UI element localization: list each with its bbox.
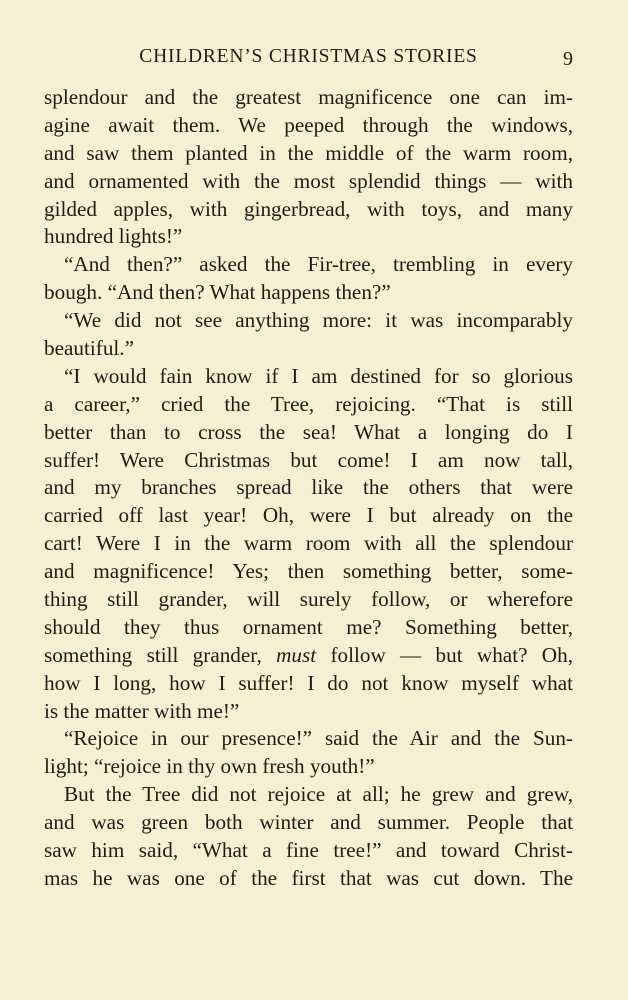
text-line: splendour and the greatest magnificence one can im- [44,85,573,109]
page-number: 9 [563,48,573,70]
text-line: is the matter with me!” [44,698,240,723]
text-line: gilded apples, with gingerbread, with toys, and many [44,196,573,221]
text-line [44,642,573,670]
text-line: “Rejoice in our presence!” said the Air and the Sun- [64,726,573,751]
text-line: hundred lights!” [44,224,183,249]
running-title: CHILDREN’S CHRISTMAS STORIES [139,46,478,67]
text-line: and my branches spread like the others that were [44,475,573,500]
text-line: and saw them planted in the middle of the warm room, [44,140,573,165]
line-text-after: follow — but what? Oh, [316,642,573,667]
line-text-before: something still grander, [44,642,277,667]
text-line: better than to cross the sea! What a longing do I [44,419,573,444]
text-line: saw him said, “What a fine tree!” and toward Christ- [44,838,573,863]
text-line: how I long, how I suffer! I do not know myself what [44,670,573,695]
text-line: and ornamented with the most splendid things — with [44,168,573,193]
text-line: “I would fain know if I am destined for so glorious [64,363,573,388]
text-line: light; “rejoice in thy own fresh youth!” [44,754,375,779]
body-text [44,84,573,893]
emphasized-word: must [276,642,317,667]
text-line: beautiful.” [44,336,135,361]
text-line: bough. “And then? What happens then?” [44,280,391,305]
text-line: “We did not see anything more: it was incomparably [64,308,573,333]
text-line: suffer! Were Christmas but come! I am now tall, [44,447,573,472]
text-line: should they thus ornament me? Something better, [44,614,573,639]
text-line: and was green both winter and summer. People that [44,810,573,835]
text-line: and magnificence! Yes; then something better, some- [44,559,573,584]
text-line: “And then?” asked the Fir-tree, trembling in every [64,252,573,277]
text-line: thing still grander, will surely follow, or wherefore [44,587,573,612]
text-line: mas he was one of the first that was cut down. The [44,865,573,890]
text-line: a career,” cried the Tree, rejoicing. “That is still [44,391,573,416]
running-head [44,46,573,72]
text-line: But the Tree did not rejoice at all; he grew and grew, [64,782,573,807]
text-line: agine await them. We peeped through the windows, [44,112,573,137]
text-line: cart! Were I in the warm room with all the splendour [44,531,573,556]
text-line: carried off last year! Oh, were I but already on the [44,503,573,528]
